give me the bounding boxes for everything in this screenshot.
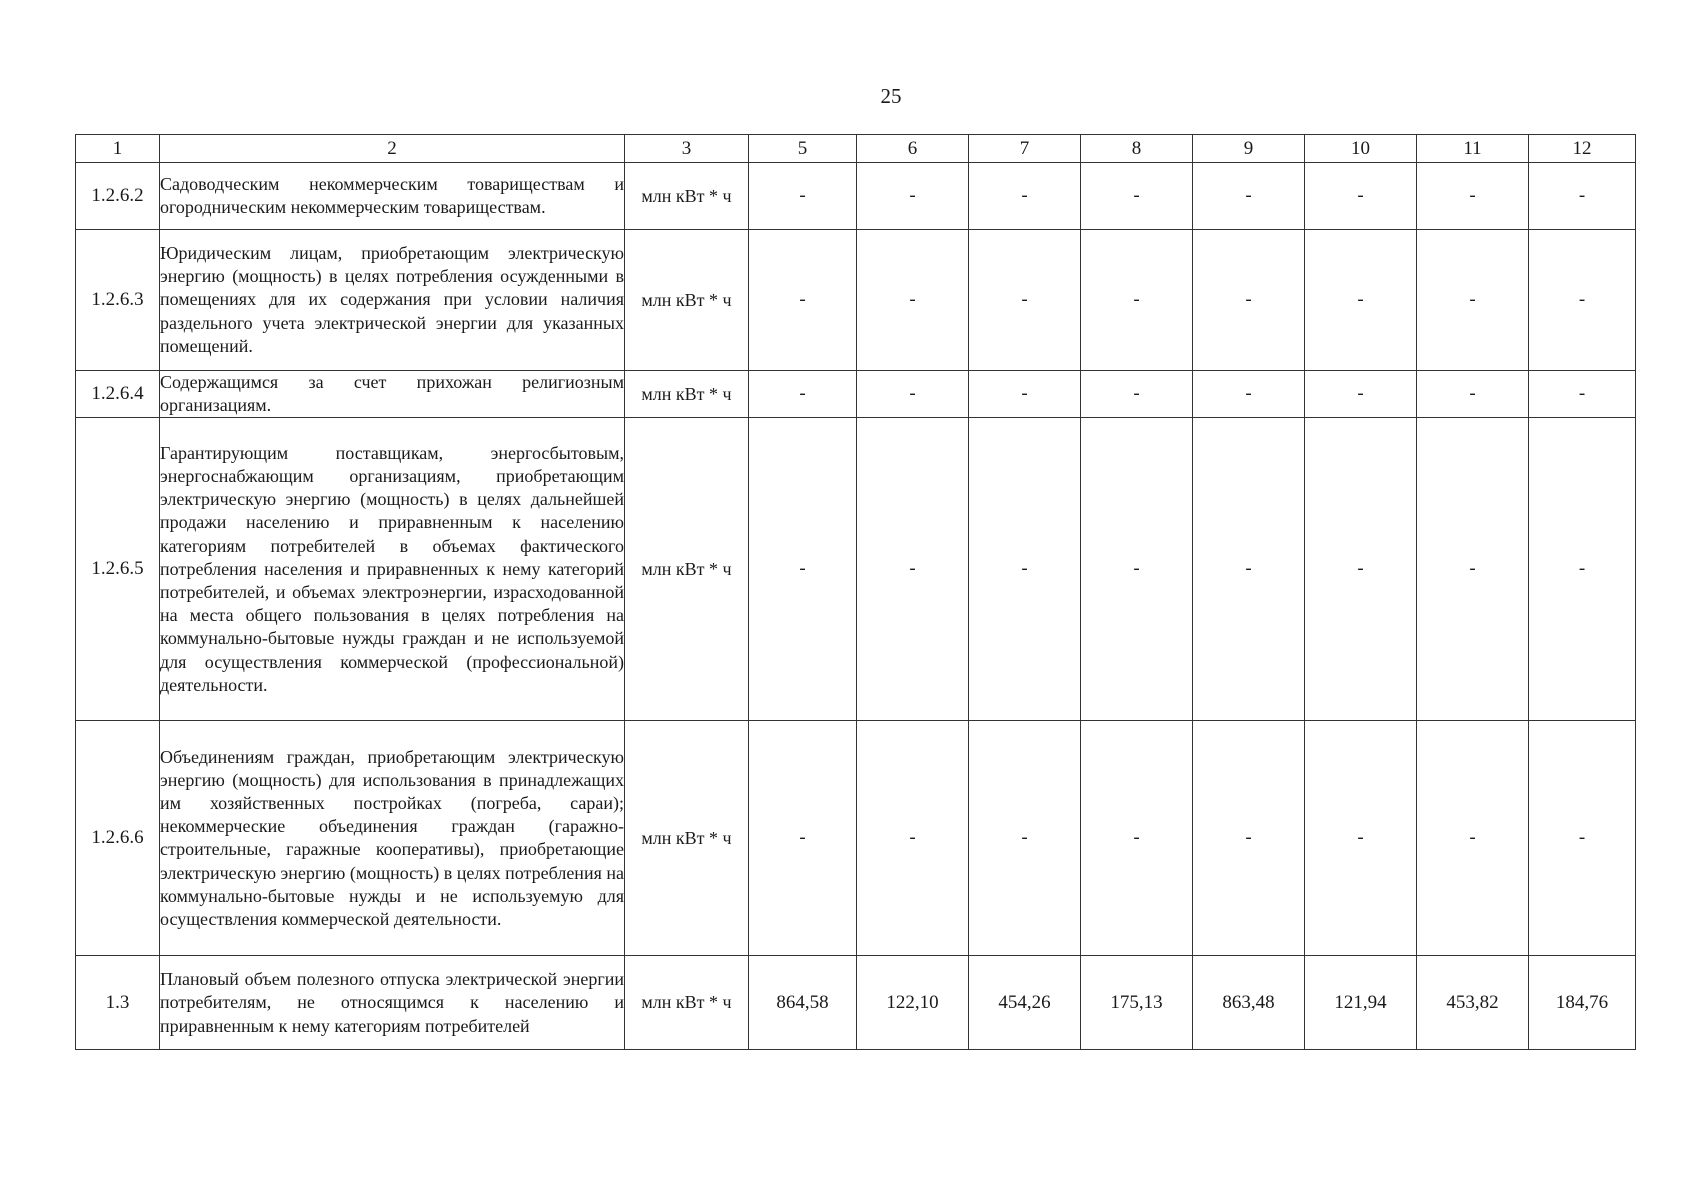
- row-value: -: [1081, 163, 1193, 230]
- row-value: -: [749, 418, 857, 721]
- column-header: 2: [160, 135, 625, 163]
- table-row: [76, 163, 1636, 230]
- row-value: 184,76: [1529, 956, 1636, 1050]
- row-value: -: [857, 721, 969, 956]
- column-header: 10: [1305, 135, 1417, 163]
- row-unit: млн кВт * ч: [625, 230, 749, 371]
- row-value: -: [1193, 418, 1305, 721]
- row-value: -: [1193, 230, 1305, 371]
- row-value: -: [1193, 371, 1305, 418]
- row-value: -: [749, 371, 857, 418]
- row-value: -: [969, 418, 1081, 721]
- data-table: [75, 134, 1636, 1050]
- column-header: 9: [1193, 135, 1305, 163]
- column-header: 6: [857, 135, 969, 163]
- row-value: -: [1417, 163, 1529, 230]
- row-value: -: [1529, 371, 1636, 418]
- row-value: -: [857, 418, 969, 721]
- row-value: -: [969, 721, 1081, 956]
- row-value: 121,94: [1305, 956, 1417, 1050]
- table-row: [76, 371, 1636, 418]
- row-value: -: [1417, 418, 1529, 721]
- row-value: -: [1305, 230, 1417, 371]
- row-value: -: [857, 371, 969, 418]
- row-description: Садоводческим некоммерческим товариществам и огородническим некоммерческим товариществам.: [160, 163, 625, 230]
- row-value: -: [749, 163, 857, 230]
- row-code: 1.2.6.4: [76, 371, 160, 418]
- row-value: -: [1305, 418, 1417, 721]
- row-code: 1.3: [76, 956, 160, 1050]
- column-header: 8: [1081, 135, 1193, 163]
- row-code: 1.2.6.6: [76, 721, 160, 956]
- row-value: 122,10: [857, 956, 969, 1050]
- row-value: -: [1529, 721, 1636, 956]
- row-value: 864,58: [749, 956, 857, 1050]
- row-value: -: [1529, 163, 1636, 230]
- row-value: -: [857, 163, 969, 230]
- row-unit: млн кВт * ч: [625, 956, 749, 1050]
- row-description: Объединениям граждан, приобретающим электрическую энергию (мощность) для использования в принадлежащих им хозяйственных постройках (погреба, сараи); некоммерческие объединения граждан (гаражно-строительные, гаражные кооперативы), приобретающие электрическую энергию (мощность) в целях потребления на коммунально-бытовые нужды и не используемую для осуществления коммерческой деятельности.: [160, 721, 625, 956]
- row-description: Содержащимся за счет прихожан религиозным организациям.: [160, 371, 625, 418]
- row-value: 454,26: [969, 956, 1081, 1050]
- column-header: 1: [76, 135, 160, 163]
- row-value: -: [749, 230, 857, 371]
- column-header: 12: [1529, 135, 1636, 163]
- row-value: -: [969, 163, 1081, 230]
- row-value: -: [1529, 418, 1636, 721]
- column-header: 5: [749, 135, 857, 163]
- column-header: 3: [625, 135, 749, 163]
- row-unit: млн кВт * ч: [625, 371, 749, 418]
- column-header: 11: [1417, 135, 1529, 163]
- row-value: -: [1417, 371, 1529, 418]
- row-code: 1.2.6.2: [76, 163, 160, 230]
- row-value: -: [1081, 230, 1193, 371]
- header-row: [76, 135, 1636, 163]
- row-unit: млн кВт * ч: [625, 721, 749, 956]
- row-value: -: [1305, 163, 1417, 230]
- row-value: -: [969, 230, 1081, 371]
- table-row: [76, 956, 1636, 1050]
- row-value: -: [969, 371, 1081, 418]
- row-description: Плановый объем полезного отпуска электрической энергии потребителям, не относящимся к населению и приравненным к нему категориям потребителей: [160, 956, 625, 1050]
- row-code: 1.2.6.3: [76, 230, 160, 371]
- column-header: 7: [969, 135, 1081, 163]
- row-value: -: [1193, 163, 1305, 230]
- row-unit: млн кВт * ч: [625, 418, 749, 721]
- row-description: Гарантирующим поставщикам, энергосбытовым, энергоснабжающим организациям, приобретающим электрическую энергию (мощность) в целях дальнейшей продажи населению и приравненным к населению категориям потребителей в объемах фактического потребления населения и приравненных к нему категорий потребителей, и объемах электроэнергии, израсходованной на места общего пользования в целях потребления на коммунально-бытовые нужды граждан и не используемой для осуществления коммерческой (профессиональной) деятельности.: [160, 418, 625, 721]
- row-value: -: [1305, 721, 1417, 956]
- row-value: -: [1305, 371, 1417, 418]
- row-value: -: [1417, 721, 1529, 956]
- row-value: 863,48: [1193, 956, 1305, 1050]
- row-unit: млн кВт * ч: [625, 163, 749, 230]
- row-value: -: [749, 721, 857, 956]
- row-value: -: [1529, 230, 1636, 371]
- row-value: -: [1417, 230, 1529, 371]
- row-code: 1.2.6.5: [76, 418, 160, 721]
- row-value: -: [1081, 418, 1193, 721]
- row-value: -: [1081, 371, 1193, 418]
- row-value: -: [1081, 721, 1193, 956]
- table-row: [76, 230, 1636, 371]
- row-value: 453,82: [1417, 956, 1529, 1050]
- table-row: [76, 418, 1636, 721]
- row-value: -: [857, 230, 969, 371]
- row-description: Юридическим лицам, приобретающим электрическую энергию (мощность) в целях потребления осужденными в помещениях для их содержания при условии наличия раздельного учета электрической энергии для указанных помещений.: [160, 230, 625, 371]
- table-row: [76, 721, 1636, 956]
- page-number: 25: [880, 84, 902, 108]
- row-value: -: [1193, 721, 1305, 956]
- row-value: 175,13: [1081, 956, 1193, 1050]
